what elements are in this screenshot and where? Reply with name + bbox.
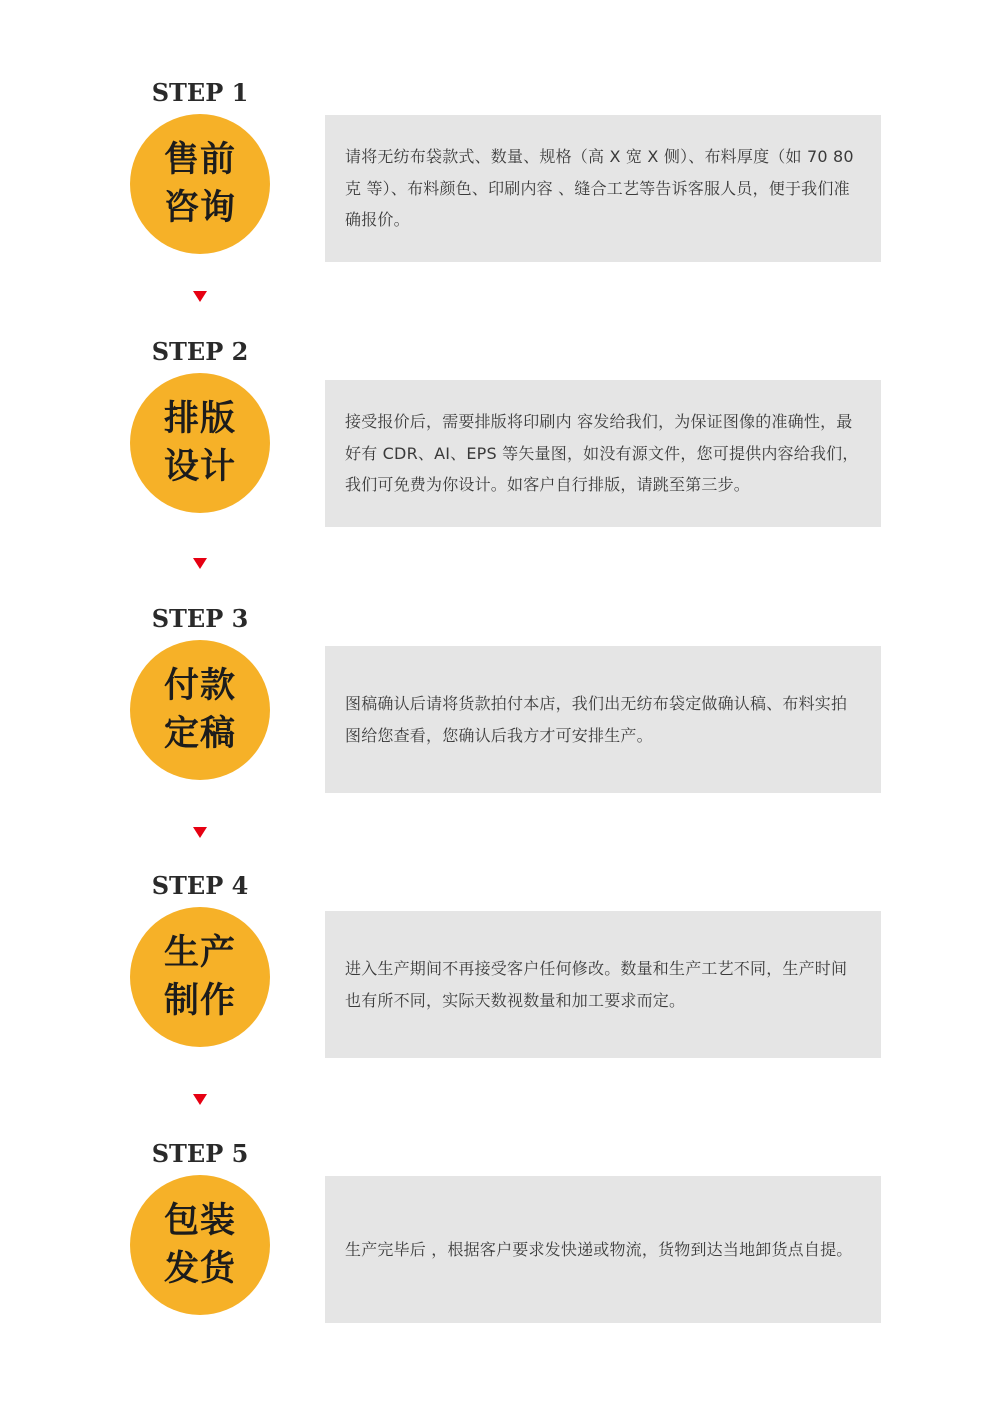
step-3-title-line2: 定稿 (163, 713, 236, 754)
triangle-down-icon (193, 558, 207, 569)
step-1-description: 请将无纺布袋款式、数量、规格（高 X 宽 X 侧）、布料厚度（如 70 80 克 等）、布料颜色、印刷内容 、缝合工艺等告诉客服人员，便于我们准确报价。 (345, 147, 854, 230)
step-5-title-line1: 包装 (163, 1200, 236, 1241)
step-1-label: STEP 1 (151, 78, 249, 107)
triangle-down-icon (193, 827, 207, 838)
step-2-description: 接受报价后，需要排版将印刷内 容发给我们，为保证图像的准确性，最好有 CDR、AI、EPS 等矢量图，如没有源文件，您可提供内容给我们，我们可免费为你设计。如客户自行排版，请跳至第三步。 (345, 412, 859, 495)
step-5-description: 生产完毕后 ，根据客户要求发快递或物流，货物到达当地卸货点自提。 (345, 1239, 853, 1259)
step-3-description-box (325, 646, 881, 793)
step-3-title-line1: 付款 (163, 665, 236, 706)
step-2-description-box (325, 380, 881, 527)
step-5-label: STEP 5 (151, 1139, 249, 1168)
step-5-title-line2: 发货 (163, 1248, 236, 1289)
step-3-circle (130, 640, 270, 780)
triangle-down-icon (193, 1094, 207, 1105)
step-1-title-line2: 咨询 (163, 187, 236, 228)
step-2-label: STEP 2 (151, 337, 249, 366)
step-4-title-line2: 制作 (163, 980, 236, 1021)
step-2-title-line2: 设计 (163, 446, 236, 487)
step-3-description: 图稿确认后请将货款拍付本店，我们出无纺布袋定做确认稿、布料实拍图给您查看，您确认后我方才可安排生产。 (345, 694, 848, 745)
triangle-down-icon (193, 291, 207, 302)
step-4-label: STEP 4 (151, 871, 249, 900)
step-5-description-box (325, 1176, 881, 1323)
step-4-description: 进入生产期间不再接受客户任何修改。数量和生产工艺不同，生产时间也有所不同，实际天数视数量和加工要求而定。 (345, 959, 848, 1010)
step-4-description-box (325, 911, 881, 1058)
step-4-title-line1: 生产 (163, 932, 236, 973)
step-2-title-line1: 排版 (163, 398, 236, 439)
step-1-title-line1: 售前 (163, 139, 236, 180)
step-2-circle (130, 373, 270, 513)
step-1-description-box (325, 115, 881, 262)
step-1-circle (130, 114, 270, 254)
step-3-label: STEP 3 (151, 604, 249, 633)
step-5-circle (130, 1175, 270, 1315)
step-4-circle (130, 907, 270, 1047)
